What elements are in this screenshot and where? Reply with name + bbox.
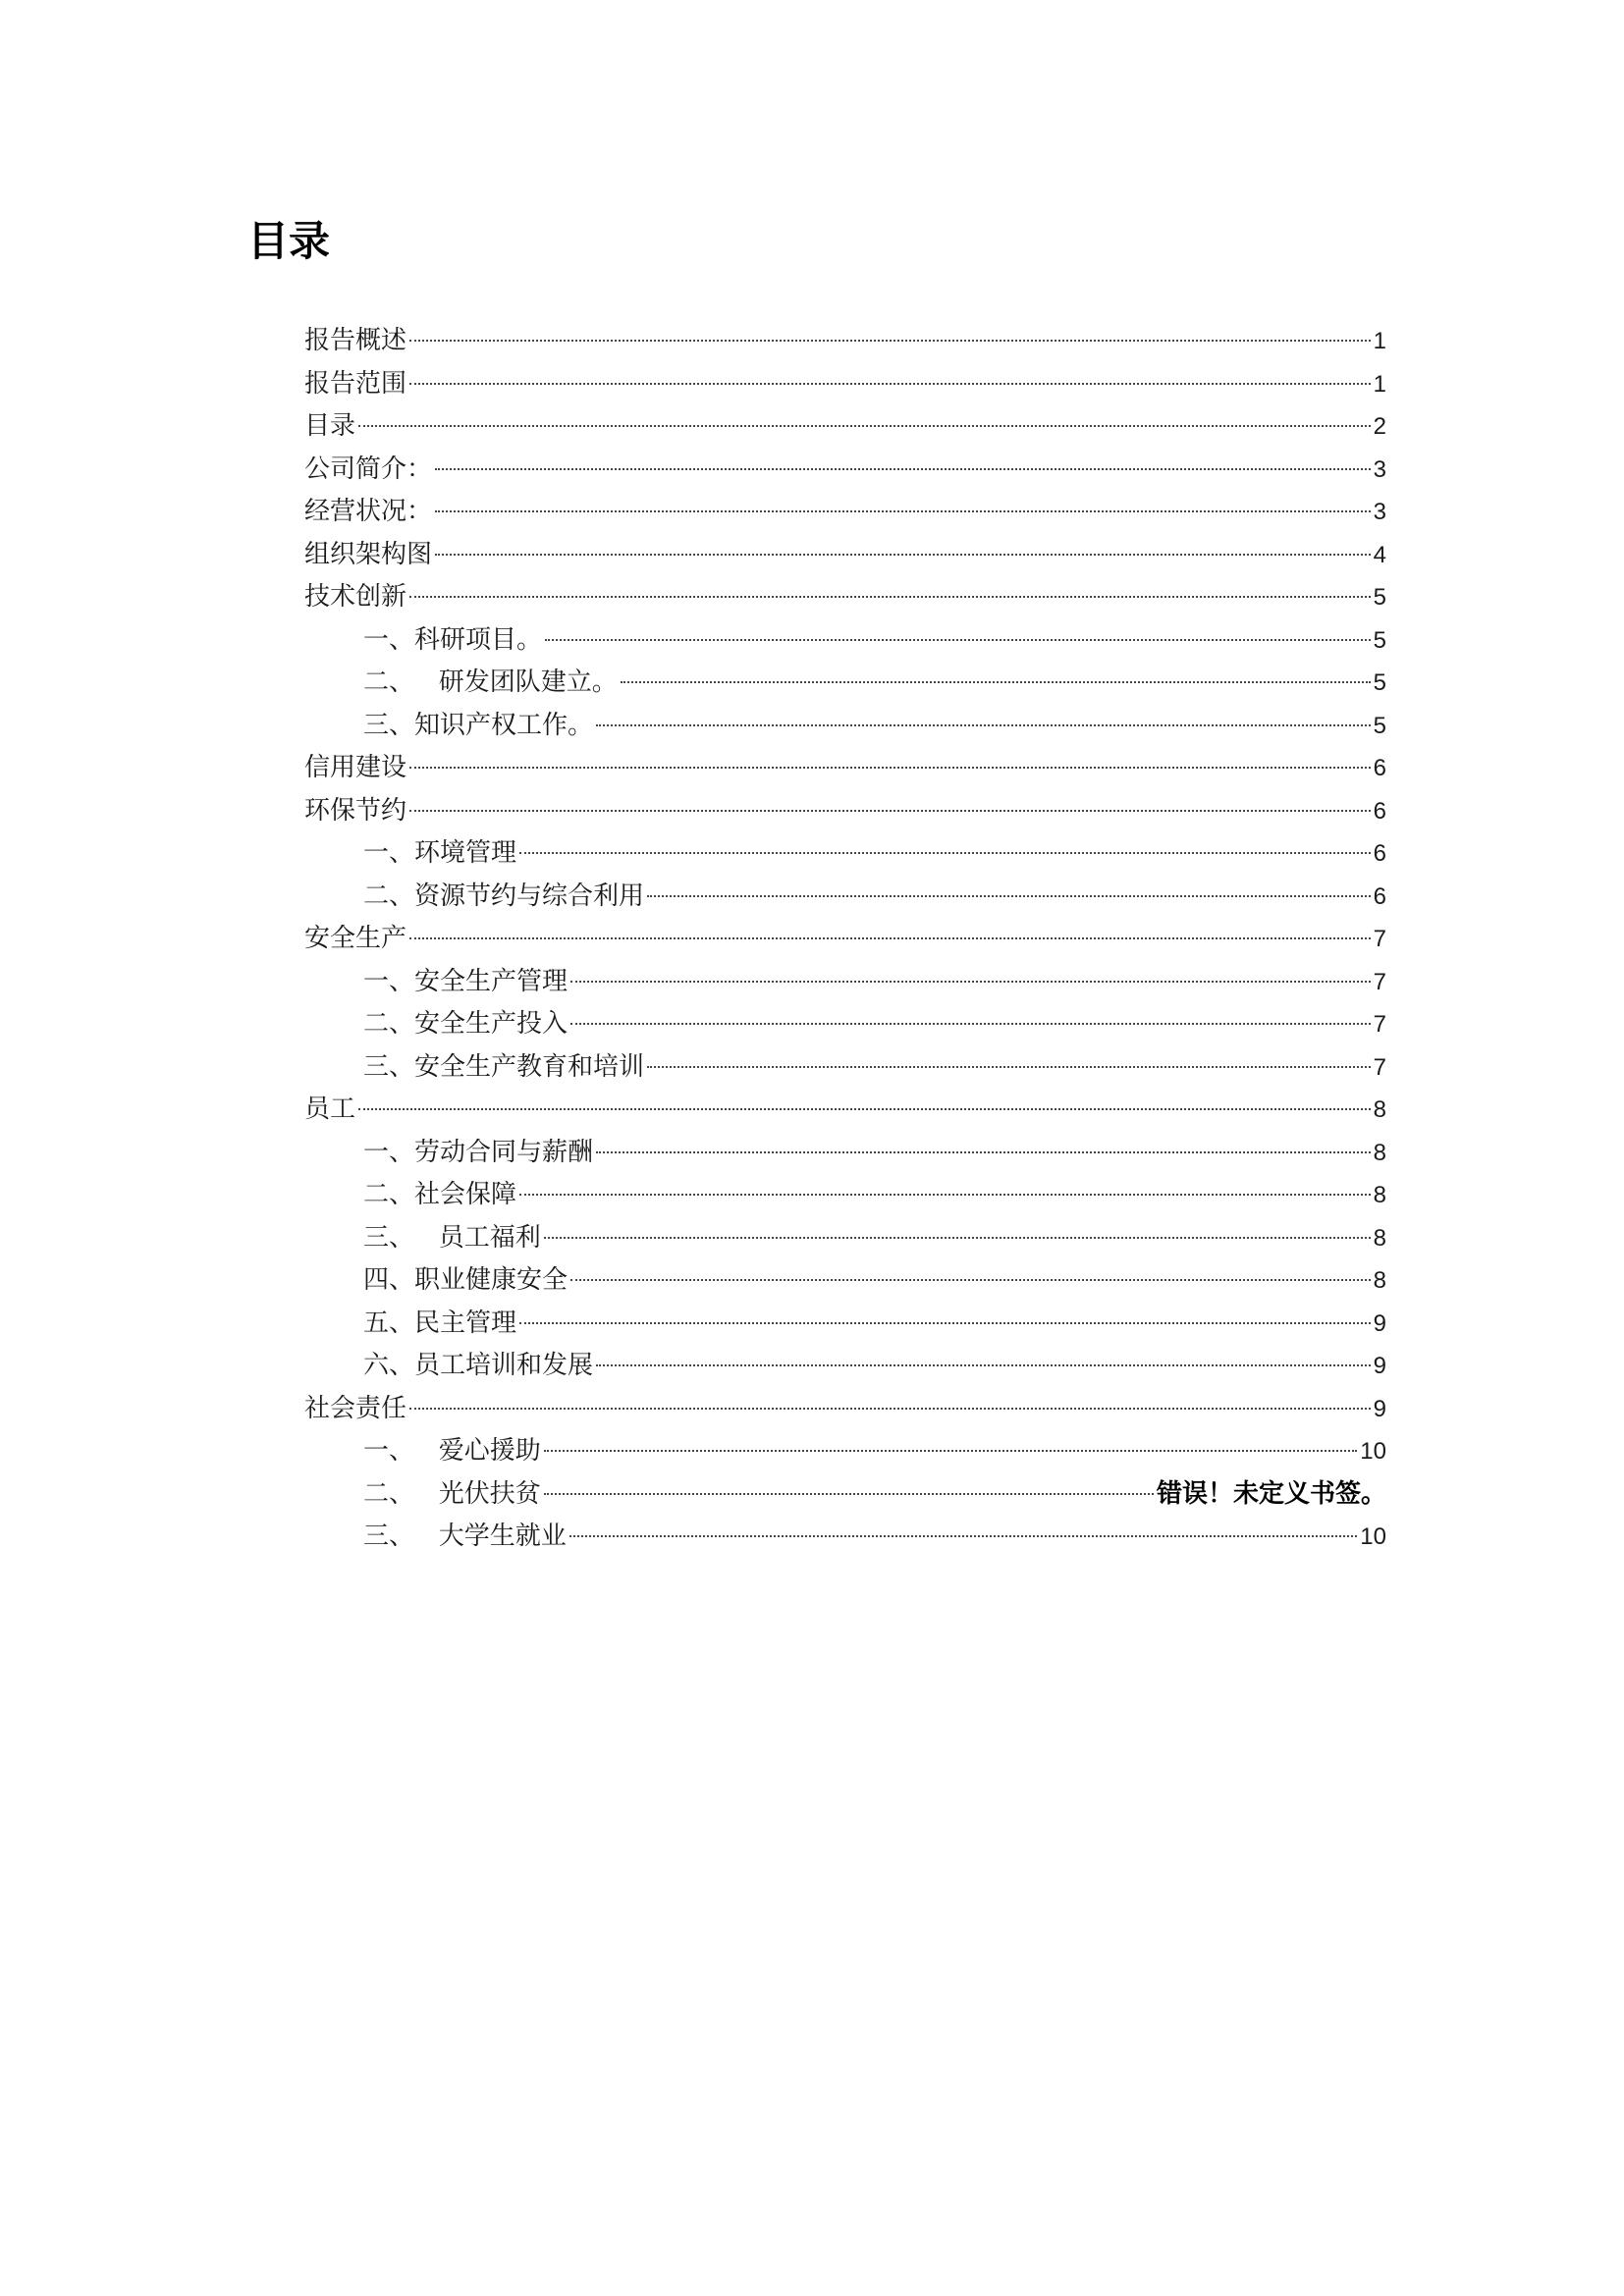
toc-entry[interactable] [304, 705, 1386, 748]
toc-entry-page-number: 8 [1373, 1267, 1386, 1294]
toc-dot-leader [621, 681, 1371, 683]
toc-dot-leader [519, 1322, 1371, 1324]
toc-entry-label: 二、资源节约与综合利用 [363, 881, 645, 911]
toc-entry-page-number: 5 [1373, 626, 1386, 654]
toc-entry[interactable] [304, 1430, 1386, 1473]
toc-entry-label: 一、安全生产管理 [363, 966, 568, 996]
toc-entry-page-number: 8 [1373, 1096, 1386, 1123]
toc-dot-leader [570, 1023, 1371, 1025]
toc-entry-page-number: 5 [1373, 584, 1386, 611]
toc-entry-label: 二、 光伏扶贫 [363, 1478, 541, 1509]
toc-entry-page-number: 3 [1373, 455, 1386, 483]
toc-entry-label: 四、职业健康安全 [363, 1265, 568, 1295]
toc-entry-label: 组织架构图 [304, 539, 433, 569]
toc-dot-leader [570, 1279, 1371, 1281]
table-of-contents [304, 320, 1386, 1559]
toc-entry-label: 二、社会保障 [363, 1180, 517, 1209]
toc-entry[interactable] [304, 1259, 1386, 1303]
toc-entry[interactable] [304, 363, 1386, 406]
toc-dot-leader [596, 1151, 1371, 1153]
toc-entry[interactable] [304, 790, 1386, 833]
toc-entry[interactable] [304, 1089, 1386, 1132]
toc-dot-leader [569, 1535, 1358, 1537]
toc-entry[interactable] [304, 1303, 1386, 1346]
toc-entry[interactable] [304, 1003, 1386, 1046]
toc-entry-label: 安全生产 [304, 924, 407, 953]
toc-entry-page-number: 7 [1373, 926, 1386, 952]
toc-dot-leader [647, 895, 1371, 897]
toc-dot-leader [435, 510, 1371, 512]
toc-entry-label: 一、环境管理 [363, 838, 517, 868]
toc-entry-page-number: 7 [1373, 1011, 1386, 1038]
toc-entry-page-number: 7 [1373, 1053, 1386, 1081]
toc-entry[interactable] [304, 1516, 1386, 1559]
toc-entry-label: 报告概述 [304, 326, 407, 355]
toc-entry-page-number: 10 [1360, 1523, 1386, 1550]
toc-dot-leader [409, 596, 1371, 598]
toc-entry-page-number: 6 [1373, 797, 1386, 825]
toc-entry-label: 报告范围 [304, 368, 407, 399]
toc-entry[interactable] [304, 320, 1386, 363]
toc-entry-label: 三、 大学生就业 [363, 1522, 567, 1551]
toc-entry-page-number: 8 [1373, 1139, 1386, 1166]
toc-entry-page-number: 8 [1373, 1224, 1386, 1252]
toc-entry[interactable] [304, 1345, 1386, 1388]
toc-dot-leader [544, 1237, 1371, 1239]
toc-entry-page-number: 7 [1373, 968, 1386, 995]
toc-entry[interactable] [304, 619, 1386, 663]
toc-entry-error-message: 错误！未定义书签。 [1156, 1478, 1386, 1509]
toc-entry-label: 经营状况： [304, 497, 433, 526]
toc-entry-label: 二、 研发团队建立。 [363, 667, 618, 697]
toc-entry[interactable] [304, 662, 1386, 705]
toc-entry[interactable] [304, 534, 1386, 577]
toc-entry-page-number: 4 [1373, 541, 1386, 568]
toc-dot-leader [544, 1493, 1154, 1495]
toc-entry-page-number: 6 [1373, 882, 1386, 910]
toc-entry-label: 一、劳动合同与薪酬 [363, 1137, 594, 1167]
toc-entry-label: 三、知识产权工作。 [363, 710, 594, 740]
toc-dot-leader [409, 340, 1371, 342]
toc-entry[interactable] [304, 449, 1386, 492]
toc-entry-label: 五、民主管理 [363, 1308, 517, 1338]
toc-entry[interactable] [304, 1388, 1386, 1431]
toc-entry-page-number: 9 [1373, 1309, 1386, 1337]
toc-dot-leader [435, 554, 1371, 556]
toc-entry-label: 社会责任 [304, 1393, 407, 1423]
toc-dot-leader [544, 1450, 1358, 1452]
toc-entry[interactable] [304, 1217, 1386, 1260]
toc-entry[interactable] [304, 1473, 1386, 1517]
page-title: 目录 [247, 217, 331, 265]
toc-entry-page-number: 6 [1373, 755, 1386, 781]
toc-entry-label: 一、科研项目。 [363, 624, 543, 655]
toc-entry-page-number: 6 [1373, 840, 1386, 867]
toc-entry-page-number: 5 [1373, 712, 1386, 739]
toc-entry-label: 二、安全生产投入 [363, 1009, 568, 1039]
toc-dot-leader [358, 1108, 1371, 1110]
toc-entry[interactable] [304, 491, 1386, 534]
toc-dot-leader [596, 724, 1371, 726]
toc-entry-page-number: 8 [1373, 1182, 1386, 1208]
toc-dot-leader [409, 1408, 1371, 1410]
toc-dot-leader [409, 937, 1371, 939]
toc-entry[interactable] [304, 876, 1386, 919]
toc-entry[interactable] [304, 405, 1386, 449]
toc-entry-label: 员工 [304, 1095, 356, 1124]
toc-entry-page-number: 9 [1373, 1395, 1386, 1422]
toc-entry[interactable] [304, 918, 1386, 961]
toc-entry-page-number: 1 [1373, 370, 1386, 398]
toc-entry-page-number: 3 [1373, 499, 1386, 525]
toc-dot-leader [596, 1364, 1371, 1366]
toc-entry-page-number: 2 [1373, 413, 1386, 440]
toc-entry[interactable] [304, 832, 1386, 876]
toc-entry-label: 六、员工培训和发展 [363, 1351, 594, 1380]
toc-entry-label: 三、安全生产教育和培训 [363, 1051, 645, 1082]
toc-entry-label: 一、 爱心援助 [363, 1436, 541, 1466]
toc-entry-page-number: 5 [1373, 669, 1386, 696]
toc-entry-label: 公司简介： [304, 454, 433, 484]
toc-dot-leader [409, 810, 1371, 812]
toc-entry[interactable] [304, 576, 1386, 619]
toc-dot-leader [409, 767, 1371, 769]
toc-dot-leader [519, 1194, 1371, 1196]
toc-entry-page-number: 10 [1360, 1438, 1386, 1465]
toc-entry[interactable] [304, 1132, 1386, 1175]
toc-entry[interactable] [304, 1046, 1386, 1090]
toc-dot-leader [519, 852, 1371, 854]
toc-entry[interactable] [304, 961, 1386, 1004]
toc-dot-leader [570, 981, 1371, 983]
toc-entry-label: 信用建设 [304, 753, 407, 782]
toc-dot-leader [545, 639, 1371, 641]
toc-dot-leader [358, 425, 1371, 427]
toc-entry-label: 目录 [304, 411, 356, 441]
toc-entry-page-number: 1 [1373, 328, 1386, 354]
toc-dot-leader [409, 383, 1371, 385]
toc-dot-leader [435, 468, 1371, 470]
toc-entry[interactable] [304, 747, 1386, 790]
toc-entry-label: 技术创新 [304, 582, 407, 612]
toc-entry-label: 环保节约 [304, 795, 407, 826]
toc-entry[interactable] [304, 1174, 1386, 1217]
toc-entry-page-number: 9 [1373, 1353, 1386, 1379]
toc-dot-leader [647, 1066, 1371, 1068]
toc-entry-label: 三、 员工福利 [363, 1222, 541, 1253]
